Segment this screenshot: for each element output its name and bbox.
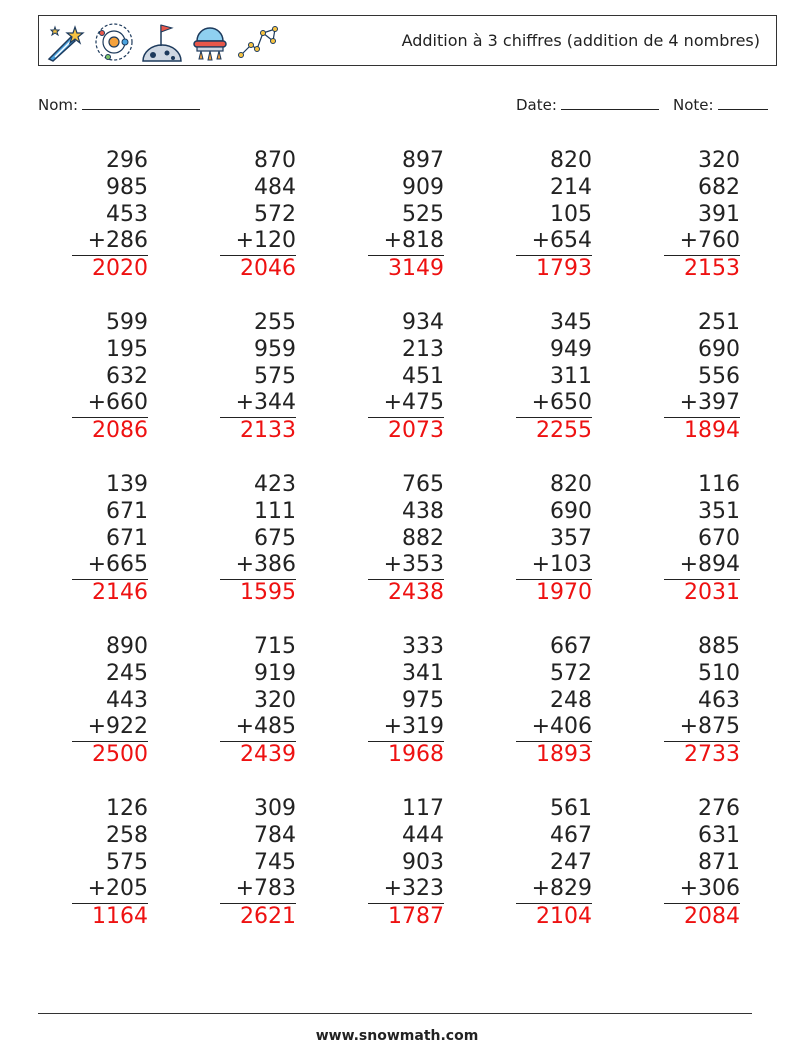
addend-2: 111 [254, 498, 296, 524]
addition-problem [72, 634, 148, 769]
addend-1: 255 [254, 310, 296, 335]
shooting-star-icon [45, 21, 87, 63]
answer: 2073 [388, 418, 444, 444]
addend-4: +406 [516, 714, 592, 742]
grade-label: Note: [673, 96, 714, 114]
addend-3: 675 [254, 525, 296, 551]
name-blank[interactable] [82, 93, 200, 110]
answer: 2104 [536, 904, 592, 930]
date-field [516, 93, 659, 114]
problem-row [38, 148, 778, 310]
problem-cell [38, 634, 186, 796]
grade-field [673, 93, 768, 114]
problem-grid [38, 148, 778, 958]
problem-cell [630, 634, 778, 796]
page-title: Addition à 3 chiffres (addition de 4 nombres) [401, 31, 760, 50]
addend-4: +654 [516, 228, 592, 256]
addend-1: 296 [106, 148, 148, 173]
addend-1: 423 [254, 472, 296, 497]
addend-3: 320 [254, 687, 296, 713]
answer: 2086 [92, 418, 148, 444]
addend-3: 903 [402, 849, 444, 875]
addend-1: 276 [698, 796, 740, 821]
problem-cell [38, 796, 186, 958]
addend-2: 690 [550, 498, 592, 524]
addend-4: +818 [368, 228, 444, 256]
problem-cell [38, 472, 186, 634]
addend-4: +875 [664, 714, 740, 742]
addition-problem [516, 310, 592, 445]
problem-cell [630, 310, 778, 472]
addend-3: 575 [254, 363, 296, 389]
answer: 3149 [388, 256, 444, 282]
addition-problem [220, 310, 296, 445]
addend-1: 890 [106, 634, 148, 659]
addition-problem [368, 796, 444, 931]
addend-1: 333 [402, 634, 444, 659]
answer: 2733 [684, 742, 740, 768]
addend-3: 632 [106, 363, 148, 389]
name-field [38, 93, 200, 114]
footer-site: www.snowmath.com [315, 1028, 479, 1044]
addition-problem [368, 634, 444, 769]
addend-2: 195 [106, 336, 148, 362]
addition-problem [72, 310, 148, 445]
addend-4: +306 [664, 876, 740, 904]
problem-cell [186, 634, 334, 796]
problem-cell [630, 472, 778, 634]
answer: 1894 [684, 418, 740, 444]
addend-3: 525 [402, 201, 444, 227]
addend-3: 311 [550, 363, 592, 389]
problem-cell [186, 148, 334, 310]
problem-cell [482, 310, 630, 472]
addend-3: 357 [550, 525, 592, 551]
addend-4: +783 [220, 876, 296, 904]
answer: 2031 [684, 580, 740, 606]
problem-cell [482, 148, 630, 310]
addition-problem [220, 148, 296, 283]
problem-cell [482, 472, 630, 634]
answer: 2500 [92, 742, 148, 768]
addend-4: +319 [368, 714, 444, 742]
addend-1: 599 [106, 310, 148, 335]
addend-4: +397 [664, 390, 740, 418]
header-icons [45, 20, 279, 64]
addend-1: 820 [550, 472, 592, 497]
addition-problem [664, 310, 740, 445]
addend-1: 116 [698, 472, 740, 497]
date-blank[interactable] [561, 93, 659, 110]
addend-3: 248 [550, 687, 592, 713]
addition-problem [220, 634, 296, 769]
problem-cell [482, 634, 630, 796]
answer: 2020 [92, 256, 148, 282]
addend-2: 572 [550, 660, 592, 686]
addition-problem [516, 634, 592, 769]
addend-4: +103 [516, 552, 592, 580]
problem-cell [186, 796, 334, 958]
addend-3: 105 [550, 201, 592, 227]
addend-4: +323 [368, 876, 444, 904]
addition-problem [664, 148, 740, 283]
problem-cell [334, 148, 482, 310]
answer: 1968 [388, 742, 444, 768]
addend-1: 897 [402, 148, 444, 173]
problem-cell [334, 634, 482, 796]
answer: 1595 [240, 580, 296, 606]
addition-problem [368, 472, 444, 607]
addition-problem [664, 472, 740, 607]
problem-row [38, 796, 778, 958]
addend-4: +760 [664, 228, 740, 256]
addend-4: +660 [72, 390, 148, 418]
addend-1: 934 [402, 310, 444, 335]
answer: 1893 [536, 742, 592, 768]
addition-problem [516, 472, 592, 607]
answer: 1970 [536, 580, 592, 606]
problem-cell [38, 310, 186, 472]
addend-3: 463 [698, 687, 740, 713]
addition-problem [220, 472, 296, 607]
addend-2: 631 [698, 822, 740, 848]
addend-1: 667 [550, 634, 592, 659]
solar-system-icon [93, 21, 135, 63]
addend-2: 444 [402, 822, 444, 848]
addend-4: +665 [72, 552, 148, 580]
answer: 2146 [92, 580, 148, 606]
addend-2: 959 [254, 336, 296, 362]
addend-1: 870 [254, 148, 296, 173]
addend-4: +829 [516, 876, 592, 904]
addition-problem [516, 796, 592, 931]
addend-1: 820 [550, 148, 592, 173]
addition-problem [72, 148, 148, 283]
answer: 2439 [240, 742, 296, 768]
answer: 2046 [240, 256, 296, 282]
addend-3: 451 [402, 363, 444, 389]
addend-3: 443 [106, 687, 148, 713]
addend-1: 117 [402, 796, 444, 821]
addend-1: 885 [698, 634, 740, 659]
addend-1: 715 [254, 634, 296, 659]
addition-problem [220, 796, 296, 931]
date-label: Date: [516, 96, 557, 114]
addition-problem [516, 148, 592, 283]
addend-4: +120 [220, 228, 296, 256]
answer: 1787 [388, 904, 444, 930]
addend-2: 949 [550, 336, 592, 362]
footer-divider [38, 1013, 752, 1014]
addend-2: 690 [698, 336, 740, 362]
addend-2: 484 [254, 174, 296, 200]
grade-blank[interactable] [718, 93, 768, 110]
addend-3: 247 [550, 849, 592, 875]
problem-cell [186, 310, 334, 472]
worksheet-header [38, 15, 777, 66]
addend-2: 351 [698, 498, 740, 524]
addend-4: +286 [72, 228, 148, 256]
addend-2: 213 [402, 336, 444, 362]
addition-problem [368, 310, 444, 445]
problem-row [38, 472, 778, 634]
addend-1: 320 [698, 148, 740, 173]
addend-3: 745 [254, 849, 296, 875]
answer: 2438 [388, 580, 444, 606]
answer: 2621 [240, 904, 296, 930]
problem-cell [630, 148, 778, 310]
addend-3: 391 [698, 201, 740, 227]
problem-cell [334, 472, 482, 634]
problem-cell [334, 796, 482, 958]
constellation-icon [237, 21, 279, 63]
addend-3: 871 [698, 849, 740, 875]
answer: 1793 [536, 256, 592, 282]
addend-4: +922 [72, 714, 148, 742]
addend-3: 453 [106, 201, 148, 227]
addend-3: 671 [106, 525, 148, 551]
addend-4: +475 [368, 390, 444, 418]
addend-3: 882 [402, 525, 444, 551]
addend-1: 309 [254, 796, 296, 821]
problem-cell [334, 310, 482, 472]
problem-cell [630, 796, 778, 958]
addend-2: 341 [402, 660, 444, 686]
ufo-icon [189, 21, 231, 63]
addend-2: 682 [698, 174, 740, 200]
addend-1: 765 [402, 472, 444, 497]
addend-2: 245 [106, 660, 148, 686]
addend-2: 510 [698, 660, 740, 686]
addend-1: 251 [698, 310, 740, 335]
addend-1: 561 [550, 796, 592, 821]
addition-problem [664, 796, 740, 931]
addend-2: 919 [254, 660, 296, 686]
answer: 1164 [92, 904, 148, 930]
problem-cell [482, 796, 630, 958]
answer: 2255 [536, 418, 592, 444]
addend-3: 575 [106, 849, 148, 875]
addend-3: 556 [698, 363, 740, 389]
addend-2: 258 [106, 822, 148, 848]
addend-1: 345 [550, 310, 592, 335]
addend-2: 909 [402, 174, 444, 200]
addition-problem [664, 634, 740, 769]
answer: 2133 [240, 418, 296, 444]
addend-2: 467 [550, 822, 592, 848]
addend-2: 784 [254, 822, 296, 848]
addend-4: +894 [664, 552, 740, 580]
problem-cell [186, 472, 334, 634]
addend-2: 671 [106, 498, 148, 524]
answer: 2084 [684, 904, 740, 930]
addend-2: 985 [106, 174, 148, 200]
problem-row [38, 634, 778, 796]
addend-1: 139 [106, 472, 148, 497]
addend-3: 572 [254, 201, 296, 227]
addition-problem [368, 148, 444, 283]
addend-3: 670 [698, 525, 740, 551]
addend-4: +353 [368, 552, 444, 580]
addition-problem [72, 472, 148, 607]
answer: 2153 [684, 256, 740, 282]
problem-row [38, 310, 778, 472]
problem-cell [38, 148, 186, 310]
addend-4: +386 [220, 552, 296, 580]
addition-problem [72, 796, 148, 931]
addend-4: +344 [220, 390, 296, 418]
name-label: Nom: [38, 96, 79, 114]
moon-flag-icon [141, 21, 183, 63]
addend-4: +205 [72, 876, 148, 904]
addend-4: +485 [220, 714, 296, 742]
addend-1: 126 [106, 796, 148, 821]
addend-3: 975 [402, 687, 444, 713]
addend-2: 438 [402, 498, 444, 524]
addend-2: 214 [550, 174, 592, 200]
addend-4: +650 [516, 390, 592, 418]
